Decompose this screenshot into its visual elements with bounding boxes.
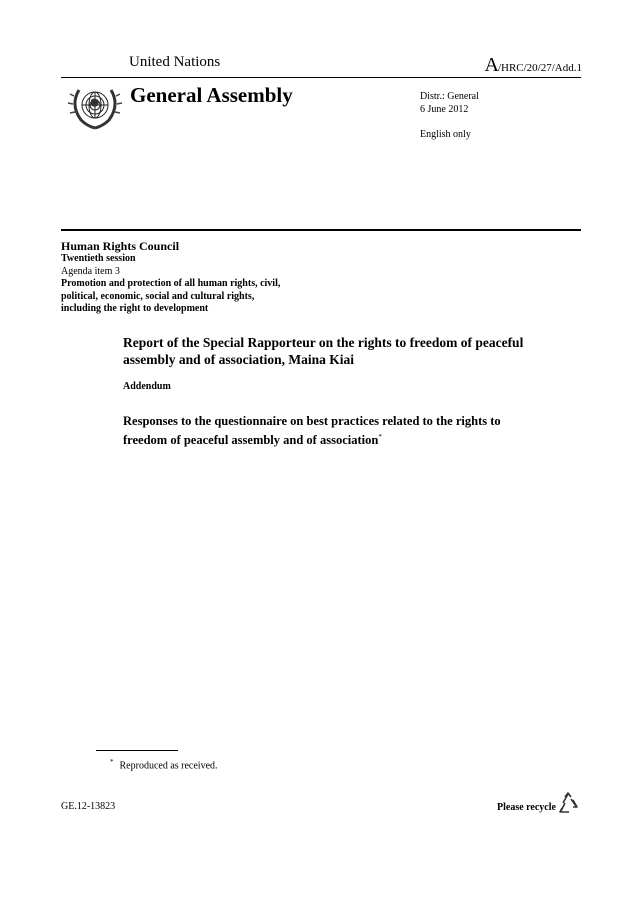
responses-title [123,413,543,448]
footnote-reference[interactable]: * [378,433,382,441]
footnote-rule [96,750,178,751]
section-rule [61,229,581,231]
job-number: GE.12-13823 [61,801,116,812]
footnote [110,758,218,771]
distribution-status: Distr.: General [420,91,479,102]
recycle-icon [556,792,580,814]
distribution-block [420,90,479,141]
agenda-title-line: political, economic, social and cultural rights, [61,290,255,302]
report-title: Report of the Special Rapporteur on the rights to freedom of peaceful assembly and of association, Maina Kiai [123,335,524,367]
recycle-label: Please recycle [497,802,556,813]
footnote-text: Reproduced as received. [119,760,218,772]
organization-name: United Nations [129,54,221,70]
council-name: Human Rights Council [61,239,180,253]
agenda-title-line: including the right to development [61,303,209,314]
agenda-title-line: Promotion and protection of all human rights, civil, [61,278,281,289]
document-symbol [485,54,583,77]
un-emblem-icon [64,82,126,134]
session-name: Twentieth session [61,253,136,264]
responses-title-text: Responses to the questionnaire on best practices related to the rights to freedom of peaceful assembly and of association [123,414,501,448]
assembly-title: General Assembly [130,83,293,107]
document-date: 6 June 2012 [420,104,469,115]
header-rule [61,77,581,78]
document-symbol-rest: /HRC/20/27/Add.1 [497,62,582,74]
agenda-item: Agenda item 3 [61,265,120,277]
document-language: English only [420,129,471,140]
footnote-marker: * [110,758,114,766]
document-symbol-prefix: A [484,54,498,76]
addendum-label: Addendum [123,381,171,392]
council-block [61,239,280,316]
